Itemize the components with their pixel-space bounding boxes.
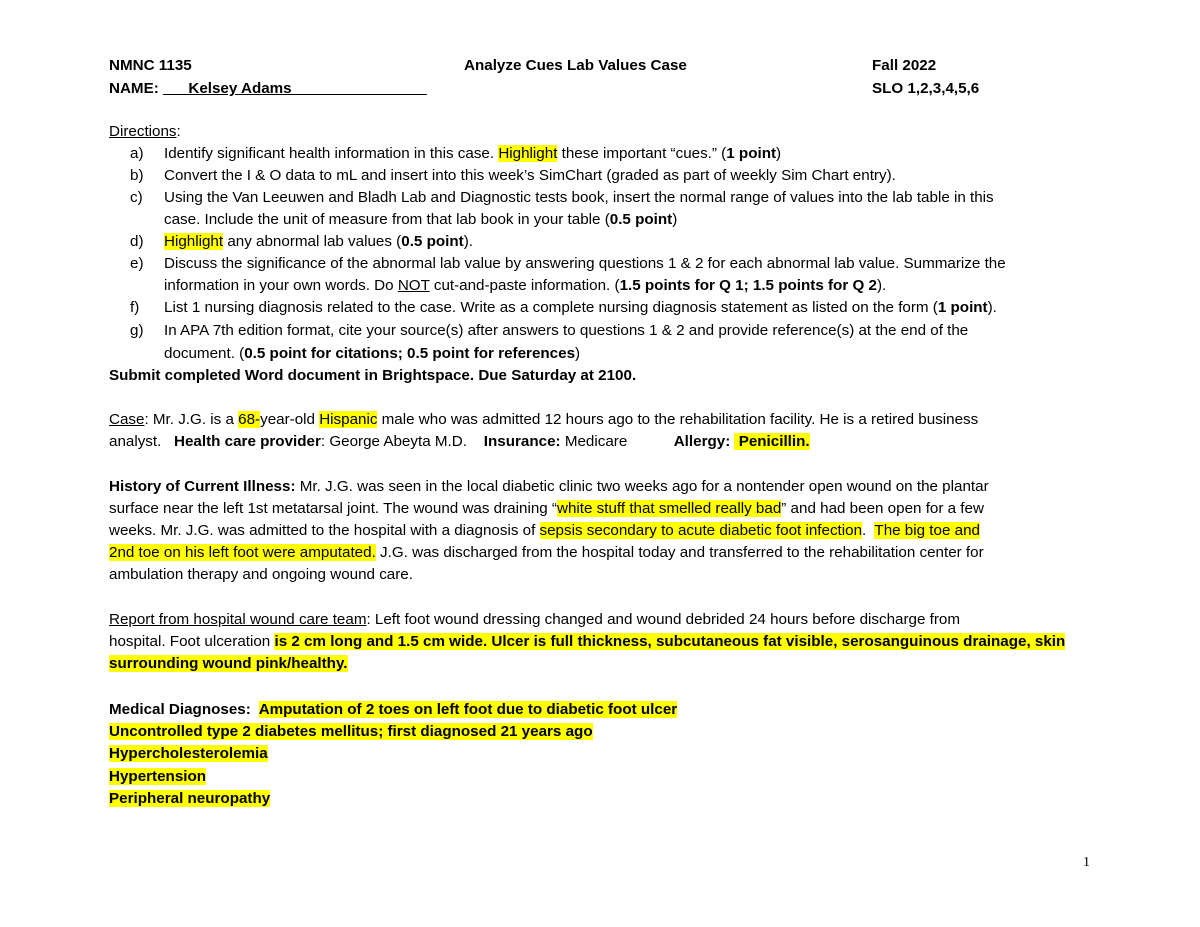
document-title: Analyze Cues Lab Values Case xyxy=(464,57,687,74)
direction-g: g) In APA 7th edition format, cite your source(s) after answers to questions 1 & 2 and provide reference(s) at the end of the xyxy=(130,322,969,339)
student-name: ___Kelsey Adams________________ xyxy=(163,80,427,97)
direction-e: e) Discuss the significance of the abnormal lab value by answering questions 1 & 2 for each abnormal lab value. Summarize the xyxy=(130,255,1006,272)
history-line-5: ambulation therapy and ongoing wound care. xyxy=(109,566,413,583)
case-line-2: analyst. Health care provider: George Abeyta M.D. Insurance: Medicare Allergy: Penicillin. xyxy=(109,433,810,450)
diagnosis-line-5: Peripheral neuropathy xyxy=(109,790,271,807)
report-line-3: surrounding wound pink/healthy. xyxy=(109,655,348,672)
submit-instructions: Submit completed Word document in Brightspace. Due Saturday at 2100. xyxy=(109,367,637,384)
history-line-1: History of Current Illness: Mr. J.G. was seen in the local diabetic clinic two weeks ago for a nontender open wound on the plantar xyxy=(109,478,989,495)
direction-c: c) Using the Van Leeuwen and Bladh Lab and Diagnostic tests book, insert the normal range of values into the lab table in this xyxy=(130,189,994,206)
direction-b: b) Convert the I & O data to mL and insert into this week’s SimChart (graded as part of weekly Sim Chart entry). xyxy=(130,167,896,184)
diagnosis-line-1: Medical Diagnoses: Amputation of 2 toes on left foot due to diabetic foot ulcer xyxy=(109,701,678,718)
direction-c-cont: case. Include the unit of measure from that lab book in your table (0.5 point) xyxy=(164,211,678,228)
name-label: NAME: xyxy=(109,80,159,97)
direction-e-cont: information in your own words. Do NOT cut-and-paste information. (1.5 points for Q 1; 1.5 points for Q 2). xyxy=(164,277,887,294)
direction-g-cont: document. (0.5 point for citations; 0.5 point for references) xyxy=(164,345,581,362)
report-line-2: hospital. Foot ulceration is 2 cm long and 1.5 cm wide. Ulcer is full thickness, subcutaneous fat visible, serosanguinous drainage, skin xyxy=(109,633,1066,650)
case-line-1: Case: Mr. J.G. is a 68-year-old Hispanic male who was admitted 12 hours ago to the rehabilitation facility. He is a retired business xyxy=(109,411,979,428)
report-line-1: Report from hospital wound care team: Left foot wound dressing changed and wound debrided 24 hours before discharge from xyxy=(109,611,961,628)
name-line xyxy=(109,78,427,100)
history-line-4: 2nd toe on his left foot were amputated. J.G. was discharged from the hospital today and transferred to the rehabilitation center for xyxy=(109,544,984,561)
direction-f: f) List 1 nursing diagnosis related to the case. Write as a complete nursing diagnosis statement as listed on the form (1 point). xyxy=(130,299,997,316)
diagnosis-line-4: Hypertension xyxy=(109,768,207,785)
slo: SLO 1,2,3,4,5,6 xyxy=(872,80,980,97)
history-line-3: weeks. Mr. J.G. was admitted to the hospital with a diagnosis of sepsis secondary to acute diabetic foot infection. The big toe and xyxy=(109,522,980,539)
history-line-2: surface near the left 1st metatarsal joint. The wound was draining “white stuff that smelled really bad” and had been open for a few xyxy=(109,500,984,517)
diagnosis-line-2: Uncontrolled type 2 diabetes mellitus; first diagnosed 21 years ago xyxy=(109,723,593,740)
directions-heading: Directions: xyxy=(109,123,181,140)
direction-d: d) Highlight any abnormal lab values (0.5 point). xyxy=(130,233,473,250)
term: Fall 2022 xyxy=(872,57,937,74)
course-code: NMNC 1135 xyxy=(109,57,192,74)
diagnosis-line-3: Hypercholesterolemia xyxy=(109,745,268,762)
page-number: 1 xyxy=(1083,855,1090,870)
direction-a: a) Identify significant health information in this case. Highlight these important “cues.” (1 point) xyxy=(130,145,782,162)
